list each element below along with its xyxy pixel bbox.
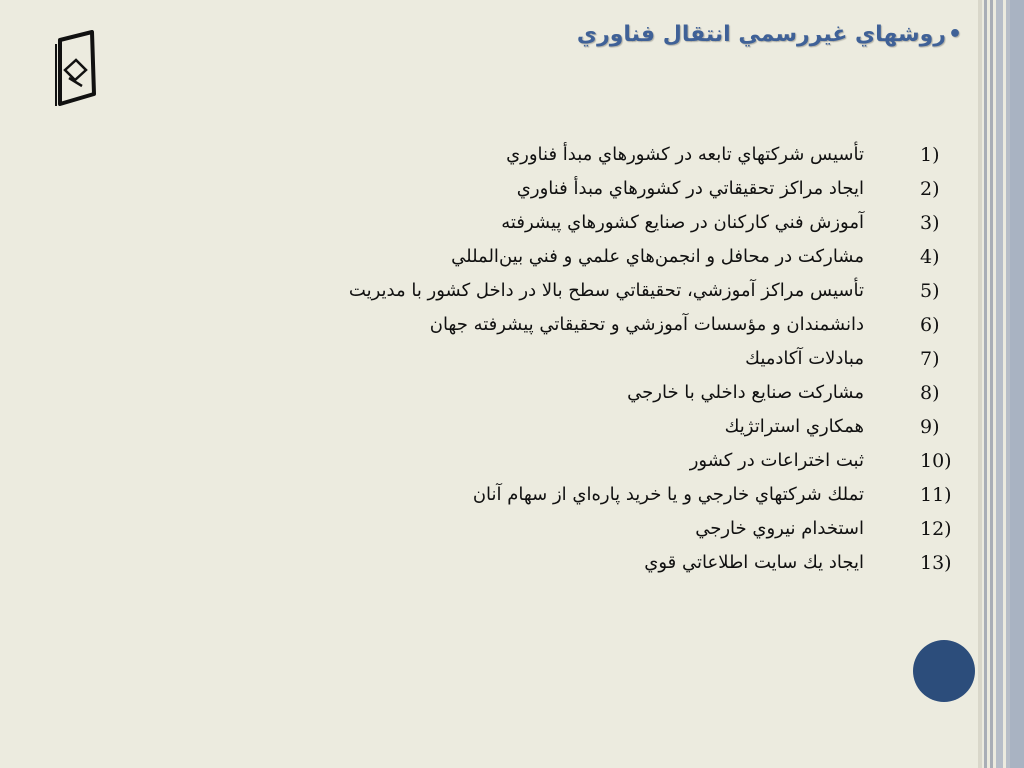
item-number: 9) [920,416,940,438]
side-stripe [1003,0,1006,768]
list-item [260,512,960,546]
item-text: ايجاد مراكز تحقيقاتي در كشورهاي مبدأ فناوري [516,178,864,199]
list-item [260,308,960,342]
list-item [260,172,960,206]
list-item [260,240,960,274]
item-number: 10) [920,450,952,472]
item-number: 8) [920,382,940,404]
list-item [260,478,960,512]
title-bullet: • [947,22,962,47]
item-number: 4) [920,246,940,268]
item-text: تأسيس مراكز آموزشي، تحقيقاتي سطح بالا در داخل كشور با مديريت [348,280,864,301]
item-text: تملك شركتهاي خارجي و يا خريد پاره‌اي از سهام آنان [472,484,864,505]
side-stripe [984,0,987,768]
list-item [260,444,960,478]
item-text: ثبت اختراعات در كشور [689,450,864,471]
list-item [260,410,960,444]
item-text: ايجاد يك سايت اطلاعاتي قوي [644,552,864,573]
methods-list [260,138,960,580]
item-text: آموزش فني كاركنان در صنايع كشورهاي پيشرفته [501,212,864,233]
book-pen-icon [52,30,100,108]
list-item [260,546,960,580]
item-number: 7) [920,348,940,370]
list-item [260,376,960,410]
decorative-circle [913,640,975,702]
side-stripe [990,0,993,768]
item-number: 3) [920,212,940,234]
item-number: 11) [920,484,952,506]
item-number: 5) [920,280,940,302]
title-text: روشهاي غيررسمي انتقال فناوري [576,22,946,47]
item-number: 2) [920,178,940,200]
item-text: مبادلات آكادميك [745,348,864,369]
list-item [260,274,960,308]
item-number: 13) [920,552,952,574]
item-text: دانشمندان و مؤسسات آموزشي و تحقيقاتي پيشرفته جهان [429,314,864,335]
item-text: مشاركت در محافل و انجمن‌هاي علمي و فني بين‌المللي [451,246,864,267]
item-number: 12) [920,518,952,540]
slide-title [577,22,962,47]
item-text: تأسيس شركتهاي تابعه در كشورهاي مبدأ فناوري [506,144,864,165]
side-stripe [1010,0,1024,768]
item-text: همكاري استراتژيك [724,416,864,437]
item-text: مشاركت صنايع داخلي با خارجي [627,382,864,403]
item-number: 6) [920,314,940,336]
list-item [260,342,960,376]
item-number: 1) [920,144,940,166]
item-text: استخدام نيروي خارجي [695,518,864,539]
side-stripe [978,0,982,768]
list-item [260,206,960,240]
list-item [260,138,960,172]
